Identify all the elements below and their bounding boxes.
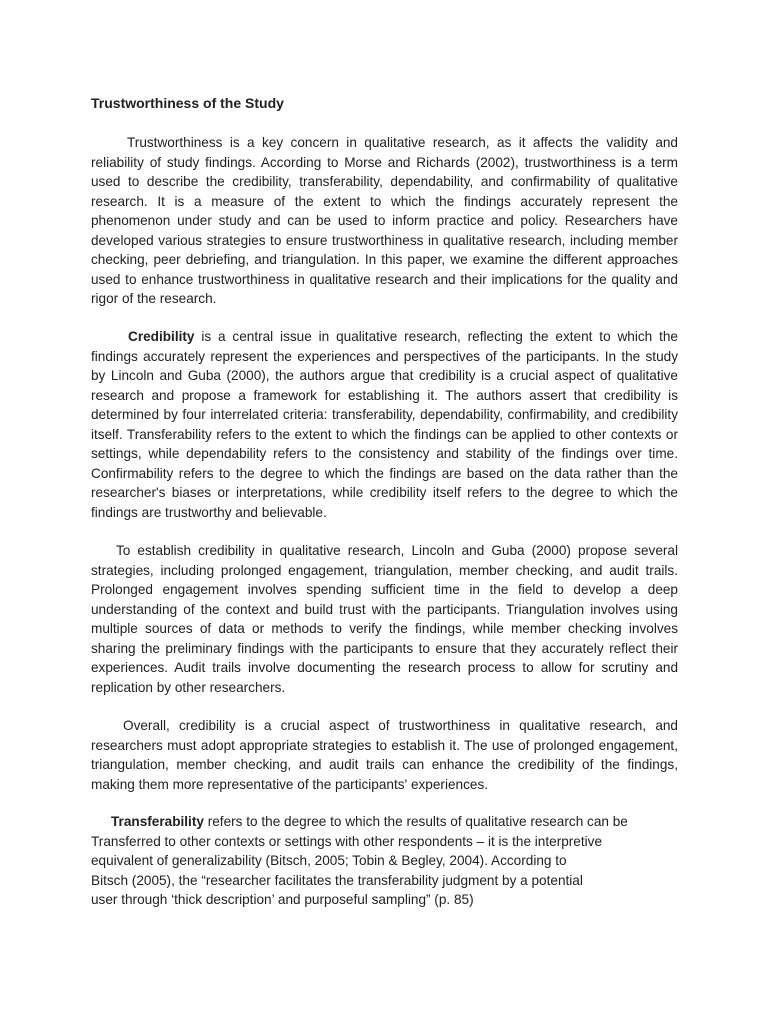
- credibility-text: is a central issue in qualitative research, reflecting the extent to which the findings accurately represent the experiences and perspectives of the participants. In the study by Lincoln and Guba (2000), the authors argue that credibility is a crucial aspect of qualitative research and propose a framework for establishing it. The authors assert that credibility is determined by four interrelated criteria: transferability, dependability, confirmability, and credibility itself. Transferability refers to the extent to which the findings can be applied to other contexts or settings, while dependability refers to the consistency and stability of the findings over time. Confirmability refers to the degree to which the findings are based on the data rather than the researcher's biases or interpretations, while credibility itself refers to the degree to which the findings are trustworthy and believable.: [91, 329, 678, 520]
- paragraph-credibility-summary: Overall, credibility is a crucial aspect of trustworthiness in qualitative research, and researchers must adopt appropriate strategies to establish it. The use of prolonged engagement, triangulation, member checking, and audit trails can enhance the credibility of the findings, making them more representative of the participants' experiences.: [91, 718, 678, 792]
- credibility-term: Credibility: [128, 329, 195, 344]
- paragraph-trustworthiness-intro: Trustworthiness is a key concern in qualitative research, as it affects the validity and reliability of study findings. According to Morse and Richards (2002), trustworthiness is a term used to describe the credibility, transferability, dependability, and confirmability of qualitative research. It is a measure of the extent to which the findings accurately represent the phenomenon under study and can be used to inform practice and policy. Researchers have developed various strategies to ensure trustworthiness in qualitative research, including member checking, peer debriefing, and triangulation. In this paper, we examine the different approaches used to enhance trustworthiness in qualitative research and their implications for the quality and rigor of the research.: [91, 135, 678, 306]
- paragraph-credibility: [91, 327, 678, 522]
- transferability-line-2: Transferred to other contexts or settings with other respondents – it is the interpretive: [91, 833, 603, 849]
- transferability-line-1-text: refers to the degree to which the results of qualitative research can be: [203, 814, 628, 829]
- transferability-line-3: equivalent of generalizability (Bitsch, 2005; Tobin & Begley, 2004). According to: [91, 853, 567, 868]
- section-heading: Trustworthiness of the Study: [91, 95, 284, 111]
- paragraph-transferability: [91, 812, 678, 910]
- transferability-line-1: [91, 812, 678, 832]
- paragraph-credibility-strategies: To establish credibility in qualitative research, Lincoln and Guba (2000) propose several strategies, including prolonged engagement, triangulation, member checking, and audit trails. Prolonged engagement involves spending sufficient time in the field to develop a deep understanding of the context and build trust with the participants. Triangulation involves using multiple sources of data or methods to verify the findings, while member checking involves sharing the preliminary findings with the participants to ensure that they accurately reflect their experiences. Audit trails involve documenting the research process to allow for scrutiny and replication by other researchers.: [91, 543, 678, 695]
- transferability-term: Transferability: [111, 814, 204, 829]
- transferability-line-4: Bitsch (2005), the “researcher facilitates the transferability judgment by a potential: [91, 872, 583, 888]
- transferability-line-5: user through ‘thick description’ and purposeful sampling” (p. 85): [91, 892, 474, 907]
